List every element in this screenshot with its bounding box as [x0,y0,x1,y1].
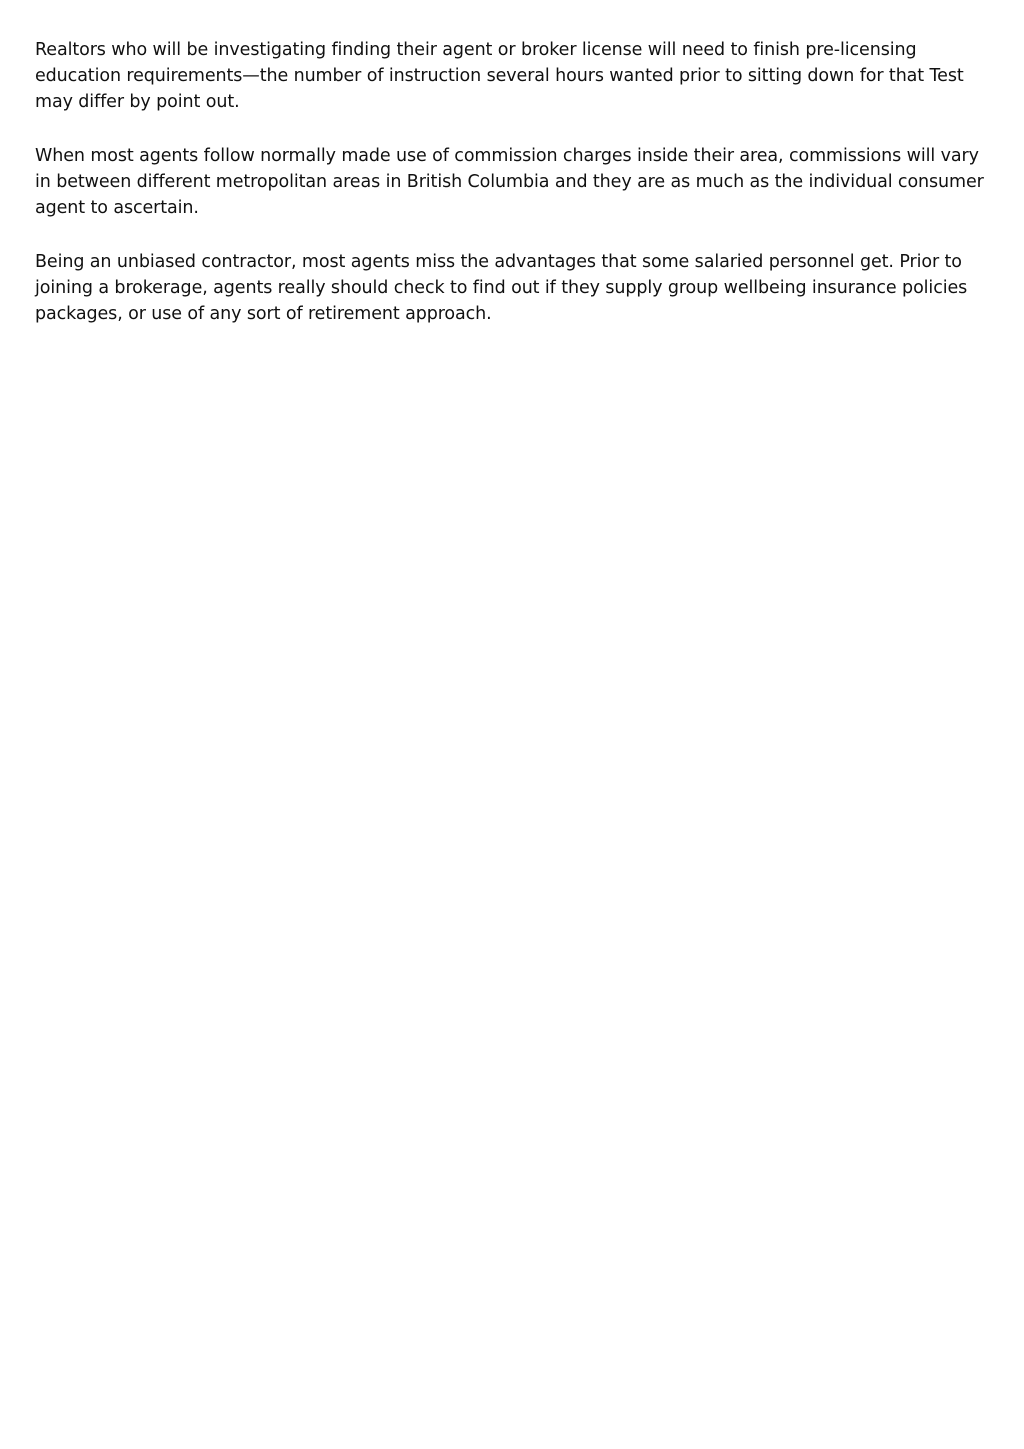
document-body [35,37,984,327]
paragraph-commission-rates: When most agents follow normally made use of commission charges inside their area, commissions will vary in between different metropolitan areas in British Columbia and they are as much as the individual consumer agent to ascertain. [35,146,984,218]
paragraph-contractor-benefits: Being an unbiased contractor, most agents miss the advantages that some salaried personnel get. Prior to joining a brokerage, agents really should check to find out if they supply group wellbeing insurance policies packages, or use of any sort of retirement approach. [35,252,968,324]
paragraph-realtor-licensing: Realtors who will be investigating finding their agent or broker license will need to finish pre-licensing education requirements—the number of instruction several hours wanted prior to sitting down for that Test may differ by point out. [35,40,964,112]
